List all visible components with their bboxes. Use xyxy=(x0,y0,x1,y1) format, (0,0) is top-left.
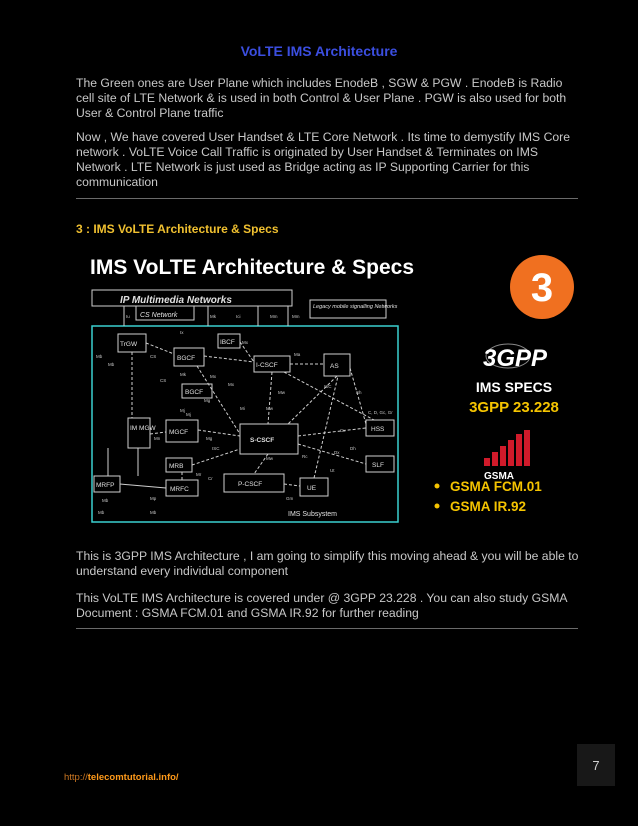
interface-label: CS xyxy=(150,354,157,359)
interface-label: Mg xyxy=(206,436,213,441)
node-slf: SLF xyxy=(372,462,384,469)
interface-label: Mb xyxy=(102,498,109,503)
interface-label: Mw xyxy=(266,406,273,411)
node-as: AS xyxy=(330,363,339,370)
figure-title: IMS VoLTE Architecture & Specs xyxy=(90,256,415,279)
interface-label: Mx xyxy=(210,374,216,379)
threegpp-logo-text: 3GPP xyxy=(483,345,548,372)
interface-label: Mb xyxy=(108,362,115,367)
interface-label: Gm xyxy=(286,496,294,501)
interface-label: Ut xyxy=(330,468,335,473)
interface-label: Mk xyxy=(210,314,216,319)
node-ibcf: IBCF xyxy=(220,339,235,346)
interface-label: CS xyxy=(160,378,167,383)
intro-paragraph-1: The Green ones are User Plane which includes EnodeB , SGW & PGW . EnodeB is Radio cell site of LTE Network & is used in both Control & User Plane . PGW is also used for both User & Control Plane traffic xyxy=(76,76,567,120)
legacy-networks-label: Legacy mobile signalling Networks xyxy=(313,304,398,310)
intro-paragraph-2: Now , We have covered User Handset & LTE Core Network . Its time to demystify IMS Core network . VoLTE Voice Call Traffic is originated by User Handset & Terminates on IMS Network . LTE Network is just used as Bridge acting as IP Supporting Carrier for this communication xyxy=(76,130,570,189)
interface-label: Mj xyxy=(186,412,191,417)
footer-domain: telecomtutorial.info/ xyxy=(87,772,179,783)
interface-label: Mr xyxy=(196,472,202,477)
ims-architecture-diagram xyxy=(88,244,588,524)
bullet-item: GSMA FCM.01 xyxy=(450,479,542,494)
interface-label: Mi xyxy=(240,406,245,411)
interface-label: Mb xyxy=(96,354,103,359)
interface-label: Ma xyxy=(294,352,301,357)
ims-subsystem-label: IMS Subsystem xyxy=(288,511,338,518)
page-title: VoLTE IMS Architecture xyxy=(240,43,398,59)
node-bgcf-2: BGCF xyxy=(185,389,204,396)
ip-networks-label: IP Multimedia Networks xyxy=(120,295,232,306)
ims-architecture-figure xyxy=(88,244,588,524)
gsma-logo-icon xyxy=(484,430,530,466)
interface-label: Mn xyxy=(154,436,161,441)
badge-number: 3 xyxy=(530,266,554,310)
interface-label: Ix xyxy=(180,330,184,335)
interface-label: Mm xyxy=(292,314,300,319)
bullet-item: GSMA IR.92 xyxy=(450,499,527,514)
node-s-cscf: S-CSCF xyxy=(250,437,275,444)
interface-label: ISC xyxy=(212,446,220,451)
spec-number: 3GPP 23.228 xyxy=(469,399,559,416)
interface-label: Mk xyxy=(180,372,186,377)
interface-label: Rc xyxy=(302,454,308,459)
interface-label: Mx xyxy=(242,340,248,345)
interface-label: Mb xyxy=(150,510,157,515)
node-mrb: MRB xyxy=(169,463,184,470)
interface-label: Mp xyxy=(150,496,157,501)
outro-paragraph-2: This VoLTE IMS Architecture is covered under @ 3GPP 23.228 . You can also study GSMA Document : GSMA FCM.01 and GSMA IR.92 for further reading xyxy=(76,591,567,620)
interface-label: Mm xyxy=(270,314,278,319)
page-number: 7 xyxy=(577,744,615,786)
interface-label: Mx xyxy=(228,382,234,387)
bullet-icon xyxy=(435,504,440,509)
node-p-cscf: P-CSCF xyxy=(238,481,263,488)
node-ue: UE xyxy=(307,485,317,492)
interface-label: Dx xyxy=(334,450,340,455)
node-i-cscf: I-CSCF xyxy=(256,362,278,369)
divider-top xyxy=(76,198,578,199)
interface-label: C, D, Gc, Gr xyxy=(368,410,393,415)
node-bgcf: BGCF xyxy=(177,355,196,362)
section-heading: 3 : IMS VoLTE Architecture & Specs xyxy=(76,222,279,236)
interface-label: Ici xyxy=(236,314,241,319)
node-mrfc: MRFC xyxy=(170,486,189,493)
interface-label: Mb xyxy=(98,510,105,515)
cs-network-label: CS Network xyxy=(140,312,178,319)
interface-label: Mj xyxy=(180,408,185,413)
interface-label: Mw xyxy=(266,456,273,461)
interface-label: Iu xyxy=(126,314,130,319)
bullet-icon xyxy=(435,484,440,489)
node-hss: HSS xyxy=(371,426,385,433)
interface-label: ISC xyxy=(324,384,332,389)
footer-link[interactable] xyxy=(64,772,179,783)
divider-bottom xyxy=(76,628,578,629)
interface-label: Sh xyxy=(356,390,362,395)
node-mrfp: MRFP xyxy=(96,482,115,489)
threegpp-logo-icon xyxy=(483,344,548,372)
node-trgw: TrGW xyxy=(120,341,138,348)
outro-paragraph-1: This is 3GPP IMS Architecture , I am going to simplify this moving ahead & you will be able to understand every individual component xyxy=(76,549,579,578)
node-mgcf: MGCF xyxy=(169,429,189,436)
interface-label: Mg xyxy=(204,398,211,403)
node-im-mgw: IM MGW xyxy=(130,425,156,432)
interface-label: Mw xyxy=(278,390,285,395)
interface-label: Dh xyxy=(350,446,356,451)
spec-label: IMS SPECS xyxy=(475,379,553,395)
footer-prefix: http:// xyxy=(64,772,88,783)
interface-label: Cx xyxy=(340,428,346,433)
gsma-logo-text: GSMA xyxy=(484,471,514,482)
interface-label: Cr xyxy=(208,476,213,481)
